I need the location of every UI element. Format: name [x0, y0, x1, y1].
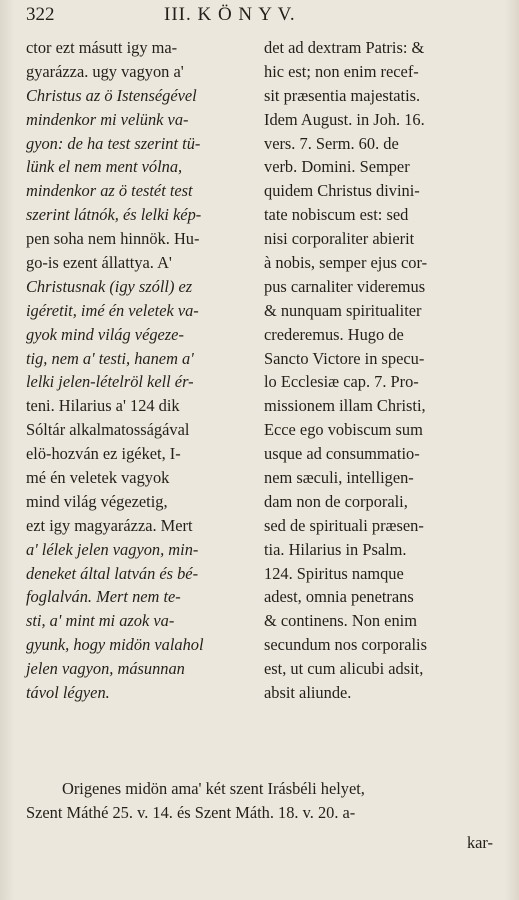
- text-line: gyarázza. ugy vagyon a': [26, 61, 184, 81]
- text-line: Idem August. in Joh. 16.: [264, 109, 425, 129]
- page-header: [26, 2, 496, 34]
- running-head: III. K Ö N Y V.: [164, 4, 296, 25]
- text-line: szerint látnók, és lelki kép-: [26, 205, 202, 225]
- text-line: sti, a' mint mi azok va-: [26, 611, 175, 631]
- text-line: gyon: de ha test szerint tü-: [26, 133, 201, 153]
- text-line: gyok mind világ végeze-: [26, 324, 184, 344]
- text-line: crederemus. Hugo de: [264, 324, 404, 344]
- catchword: kar-: [466, 833, 493, 852]
- text-line: & continens. Non enim: [264, 611, 417, 631]
- text-line: hic est; non enim recef-: [264, 61, 419, 81]
- text-line: tig, nem a' testi, hanem a': [26, 348, 194, 368]
- text-line: det ad dextram Patris: &: [264, 38, 425, 57]
- text-line: mindenkor az ö testét test: [26, 181, 193, 201]
- text-line: lünk el nem ment vólna,: [26, 157, 183, 177]
- text-line: elö-hozván ez igéket, I-: [26, 444, 181, 464]
- text-line: usque ad consummatio-: [264, 444, 420, 464]
- text-line: absit aliunde.: [264, 683, 352, 703]
- text-line: mind világ végezetig,: [26, 491, 168, 511]
- full-width-line: Origenes midön ama' két szent Irásbéli helyet,: [62, 779, 365, 798]
- text-line: tate nobiscum est: sed: [264, 205, 409, 225]
- text-line: go-is ezent állattya. A': [26, 253, 172, 273]
- text-line: jelen vagyon, másunnan: [26, 659, 185, 679]
- text-line: sit præsentia majestatis.: [264, 85, 421, 105]
- text-line: ctor ezt másutt igy ma-: [26, 38, 178, 57]
- text-line: Christus az ö Istenségével: [26, 85, 197, 105]
- text-line: Christusnak (igy szóll) ez: [26, 276, 193, 296]
- full-width-line: Szent Máthé 25. v. 14. és Szent Máth. 18. v. 20. a-: [26, 803, 356, 822]
- text-line: nisi corporaliter abierit: [264, 229, 415, 249]
- left-column-hungarian: [26, 36, 258, 705]
- text-line: teni. Hilarius a' 124 dik: [26, 396, 180, 416]
- text-line: & nunquam spiritualiter: [264, 300, 422, 320]
- text-line: secundum nos corporalis: [264, 635, 427, 655]
- text-line: Ecce ego vobiscum sum: [264, 420, 423, 440]
- right-column-latin: [264, 36, 500, 705]
- text-line: lo Ecclesiæ cap. 7. Pro-: [264, 372, 419, 392]
- text-line: pen soha nem hinnök. Hu-: [26, 229, 200, 249]
- text-line: à nobis, semper ejus cor-: [264, 253, 428, 273]
- text-line: a' lélek jelen vagyon, min-: [26, 539, 199, 559]
- text-line: Sóltár alkalmatosságával: [26, 420, 190, 440]
- text-line: foglalván. Mert nem te-: [26, 587, 181, 607]
- text-line: 124. Spiritus namque: [264, 563, 404, 583]
- text-line: pus carnaliter videremus: [264, 276, 426, 296]
- text-line: mé én veletek vagyok: [26, 468, 170, 488]
- text-line: ezt igy magyarázza. Mert: [26, 515, 193, 535]
- text-line: nem sæculi, intelligen-: [264, 468, 414, 488]
- text-line: verb. Domini. Semper: [264, 157, 410, 177]
- text-line: Sancto Victore in specu-: [264, 348, 425, 368]
- page-number: 322: [26, 4, 55, 25]
- text-line: tia. Hilarius in Psalm.: [264, 539, 407, 559]
- text-line: igéretit, imé én veletek va-: [26, 300, 199, 320]
- text-line: lelki jelen-lételröl kell ér-: [26, 372, 194, 392]
- text-line: távol légyen.: [26, 683, 110, 703]
- text-line: dam non de corporali,: [264, 491, 408, 511]
- text-line: vers. 7. Serm. 60. de: [264, 133, 399, 153]
- text-line: mindenkor mi velünk va-: [26, 109, 189, 129]
- text-line: gyunk, hogy midön valahol: [26, 635, 204, 655]
- text-line: missionem illam Christi,: [264, 396, 426, 416]
- text-line: est, ut cum alicubi adsit,: [264, 659, 424, 679]
- text-line: quidem Christus divini-: [264, 181, 420, 201]
- text-line: adest, omnia penetrans: [264, 587, 414, 607]
- text-line: sed de spirituali præsen-: [264, 515, 424, 535]
- text-line: deneket által latván és bé-: [26, 563, 199, 583]
